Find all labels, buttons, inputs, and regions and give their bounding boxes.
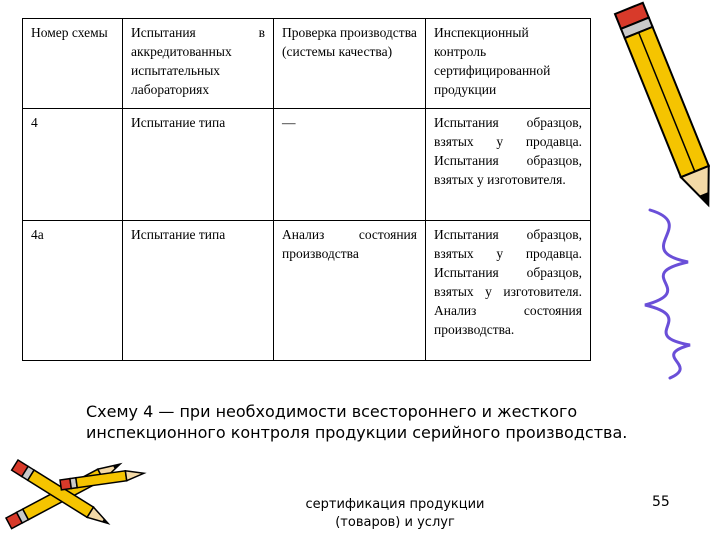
cell-inspection: Испытания образцов, взятых у продавца. Испытания образцов, взятых у изготовителя. bbox=[426, 109, 591, 221]
pencil-scribble-decoration bbox=[590, 0, 720, 380]
schemes-table bbox=[22, 18, 591, 361]
table-row bbox=[23, 109, 591, 221]
cell-scheme: 4 bbox=[23, 109, 123, 221]
crossed-pencils-decoration bbox=[0, 440, 150, 540]
scribble-line bbox=[645, 210, 690, 378]
footer-caption: сертификация продукции (товаров) и услуг bbox=[305, 497, 485, 530]
cell-testing: Испытание типа bbox=[123, 109, 274, 221]
header-lab-testing: Испытания в аккредитованных испытательных лабораториях bbox=[123, 19, 274, 109]
scheme-note: Схему 4 — при необходимости всестороннего и жесткого инспекционного контроля продукции серийного производства. bbox=[86, 402, 628, 442]
table-row bbox=[23, 221, 591, 361]
cell-scheme: 4а bbox=[23, 221, 123, 361]
header-production-check: Проверка производства (системы качества) bbox=[274, 19, 426, 109]
cell-production-check: Анализ состояния производства bbox=[274, 221, 426, 361]
table-header-row bbox=[23, 19, 591, 109]
cell-testing: Испытание типа bbox=[123, 221, 274, 361]
header-scheme-number: Номер схемы bbox=[23, 19, 123, 109]
pencil-icon bbox=[615, 3, 720, 211]
header-inspection-control: Инспекционный контроль сертифицированной продукции bbox=[426, 19, 591, 109]
cell-inspection: Испытания образцов, взятых у продавца. Испытания образцов, взятых у изготовителя. Анализ состояния производства. bbox=[426, 221, 591, 361]
page-number: 55 bbox=[652, 494, 670, 510]
cell-production-check: — bbox=[274, 109, 426, 221]
